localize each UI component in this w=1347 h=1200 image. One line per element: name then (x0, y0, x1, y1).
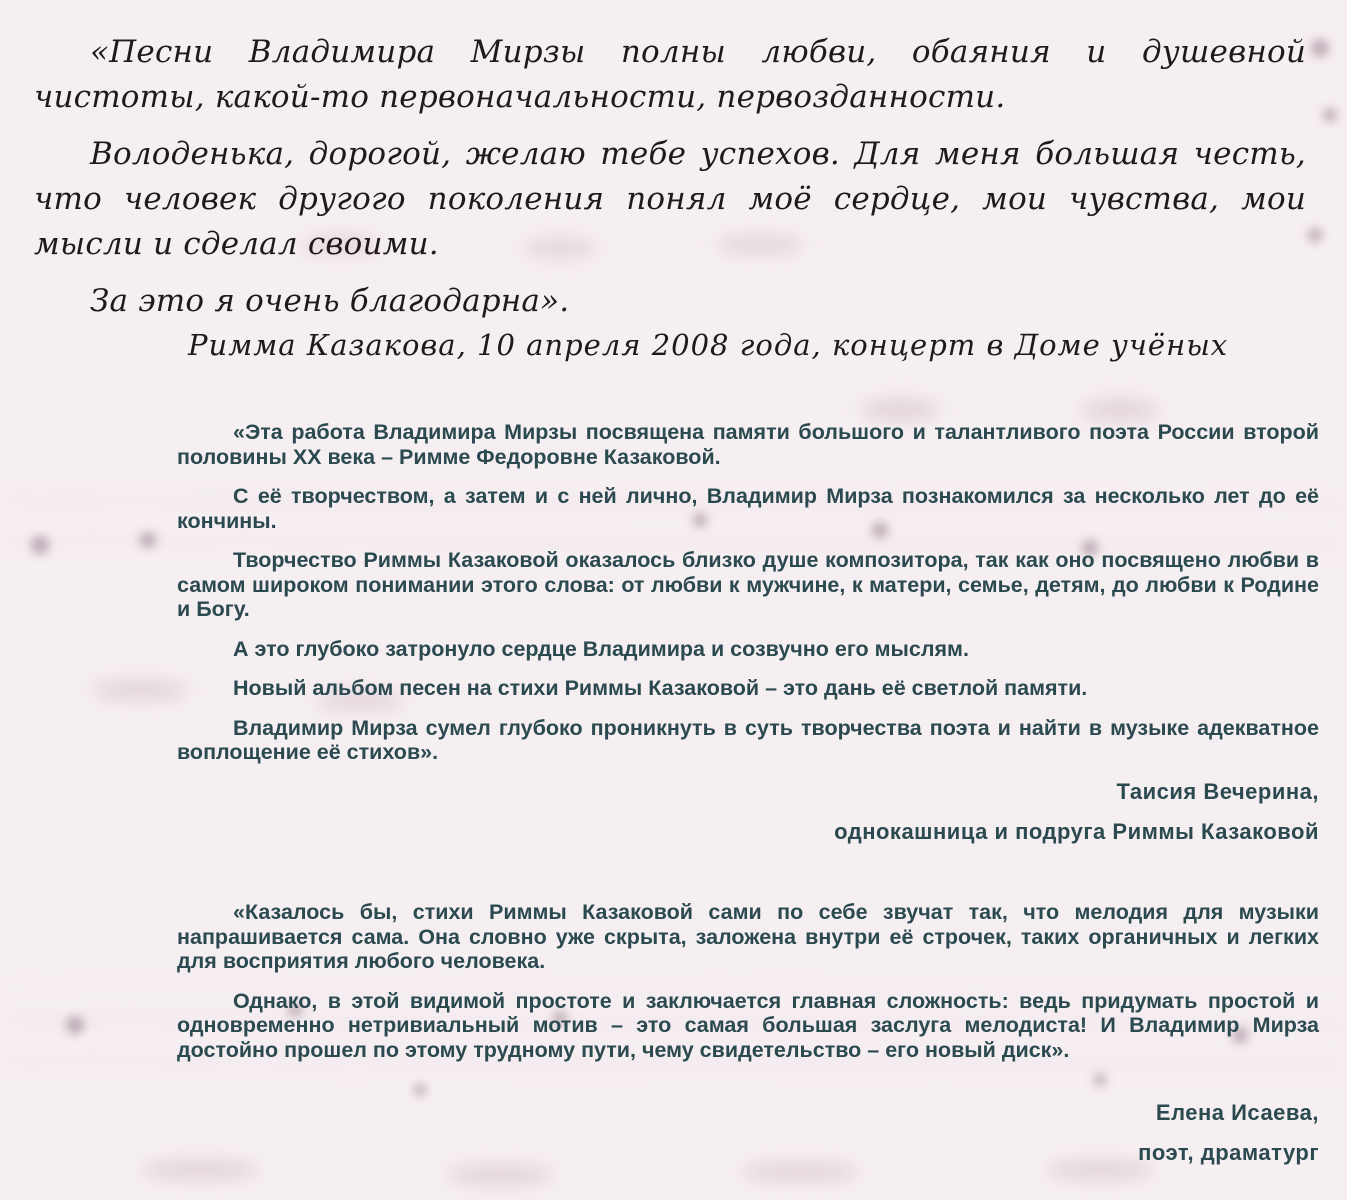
quote-paragraph: А это глубоко затронуло сердце Владимира и созвучно его мыслям. (233, 636, 969, 661)
script-quote (34, 30, 1306, 336)
quote-paragraph: С её творчеством, а затем и с ней лично, Владимир Мирза познакомился за несколько лет до её кончины. (177, 484, 1319, 533)
script-paragraph: За это я очень благодарна». (90, 283, 570, 319)
quote-paragraph: Творчество Риммы Казаковой оказалось близко душе композитора, так как оно посвящено любви в самом широком понимании этого слова: от любви к мужчине, к матери, семье, детям, до любви к Родине и Богу. (177, 548, 1319, 621)
quote-paragraph: Владимир Мирза сумел глубоко проникнуть в суть творчества поэта и найти в музыке адекватное воплощение её стихов». (177, 715, 1319, 764)
quote-vecherina (177, 420, 1319, 780)
quote-paragraph: Однако, в этой видимой простоте и заключается главная сложность: ведь придумать простой и одновременно нетривиальный мотив – это самая большая заслуга мелодиста! И Владимир Мирза достойно прошел по этому трудному пути, чему свидетельство – его новый диск». (177, 988, 1319, 1062)
quote-isaeva (177, 900, 1319, 1077)
quote-paragraph: Новый альбом песен на стихи Риммы Казаковой – это дань её светлой памяти. (233, 676, 1088, 700)
quote-author: Таисия Вечерина, (1116, 779, 1319, 804)
quote-paragraph: «Эта работа Владимира Мирзы посвящена памяти большого и талантливого поэта России второй половины XX века – Римме Федоровне Казаковой. (177, 420, 1319, 469)
script-paragraph: «Песни Владимира Мирзы полны любви, обаяния и душевной чистоты, какой-то первоначальности, первозданности. (34, 34, 1306, 115)
script-signature: Римма Казакова, 10 апреля 2008 года, концерт в Доме учёных (188, 328, 1229, 362)
quote-paragraph: «Казалось бы, стихи Риммы Казаковой сами по себе звучат так, что мелодия для музыки напрашивается сама. Она словно уже скрыта, заложена внутри её строчек, таких органичных и легких для восприятия любого человека. (177, 900, 1319, 973)
quote-author-role: однокашница и подруга Риммы Казаковой (834, 819, 1319, 844)
quote-author: Елена Исаева, (1155, 1100, 1319, 1125)
script-paragraph: Володенька, дорогой, желаю тебе успехов. Для меня большая честь, что человек другого поколения понял моё сердце, мои чувства, мои мысли и сделал своими. (34, 136, 1306, 262)
quote-author-role: поэт, драматург (1138, 1140, 1319, 1165)
